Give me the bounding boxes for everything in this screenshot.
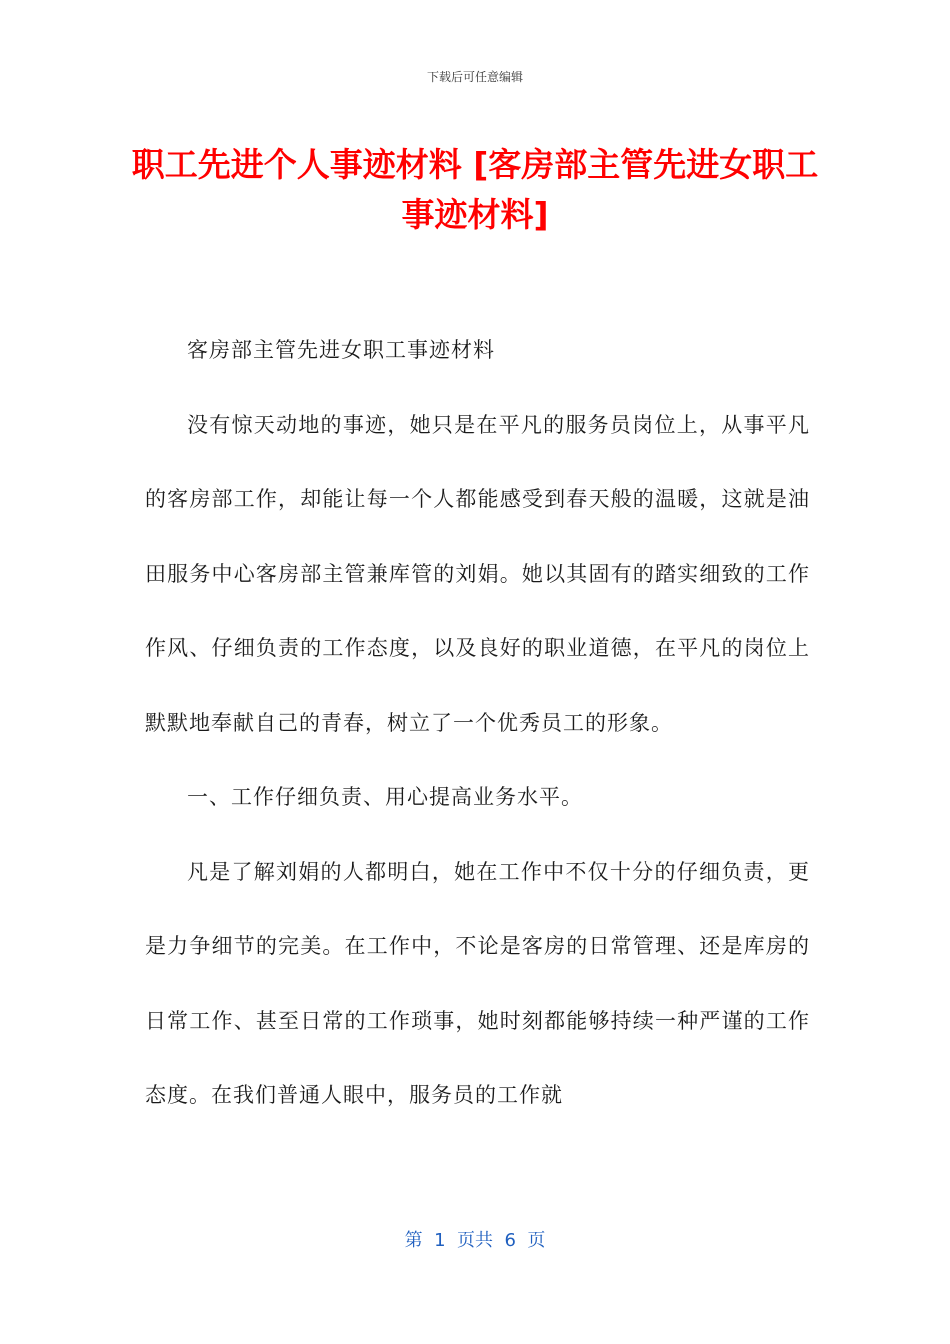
page-number: 第 1 页共 6 页 xyxy=(404,1230,546,1251)
paragraph-section-body: 凡是了解刘娟的人都明白，她在工作中不仅十分的仔细负责，更是力争细节的完美。在工作中，不论是客房的日常管理、还是库房的日常工作、甚至日常的工作琐事，她时刻都能够持续一种严谨的工作态度。在我们普通人眼中，服务员的工作就 xyxy=(145,859,810,1107)
document-body xyxy=(145,313,810,1133)
document-title: 职工先进个人事迹材料 [客房部主管先进女职工事迹材料] xyxy=(131,145,819,234)
header-note: 下载后可任意编辑 xyxy=(426,70,523,84)
paragraph-subtitle: 客房部主管先进女职工事迹材料 xyxy=(187,338,495,362)
paragraph-intro: 没有惊天动地的事迹，她只是在平凡的服务员岗位上，从事平凡的客房部工作，却能让每一个人都能感受到春天般的温暖，这就是油田服务中心客房部主管兼库管的刘娟。她以其固有的踏实细致的工作作风、仔细负责的工作态度，以及良好的职业道德，在平凡的岗位上默默地奉献自己的青春，树立了一个优秀员工的形象。 xyxy=(145,412,810,735)
paragraph-section-heading: 一、工作仔细负责、用心提高业务水平。 xyxy=(187,785,583,809)
